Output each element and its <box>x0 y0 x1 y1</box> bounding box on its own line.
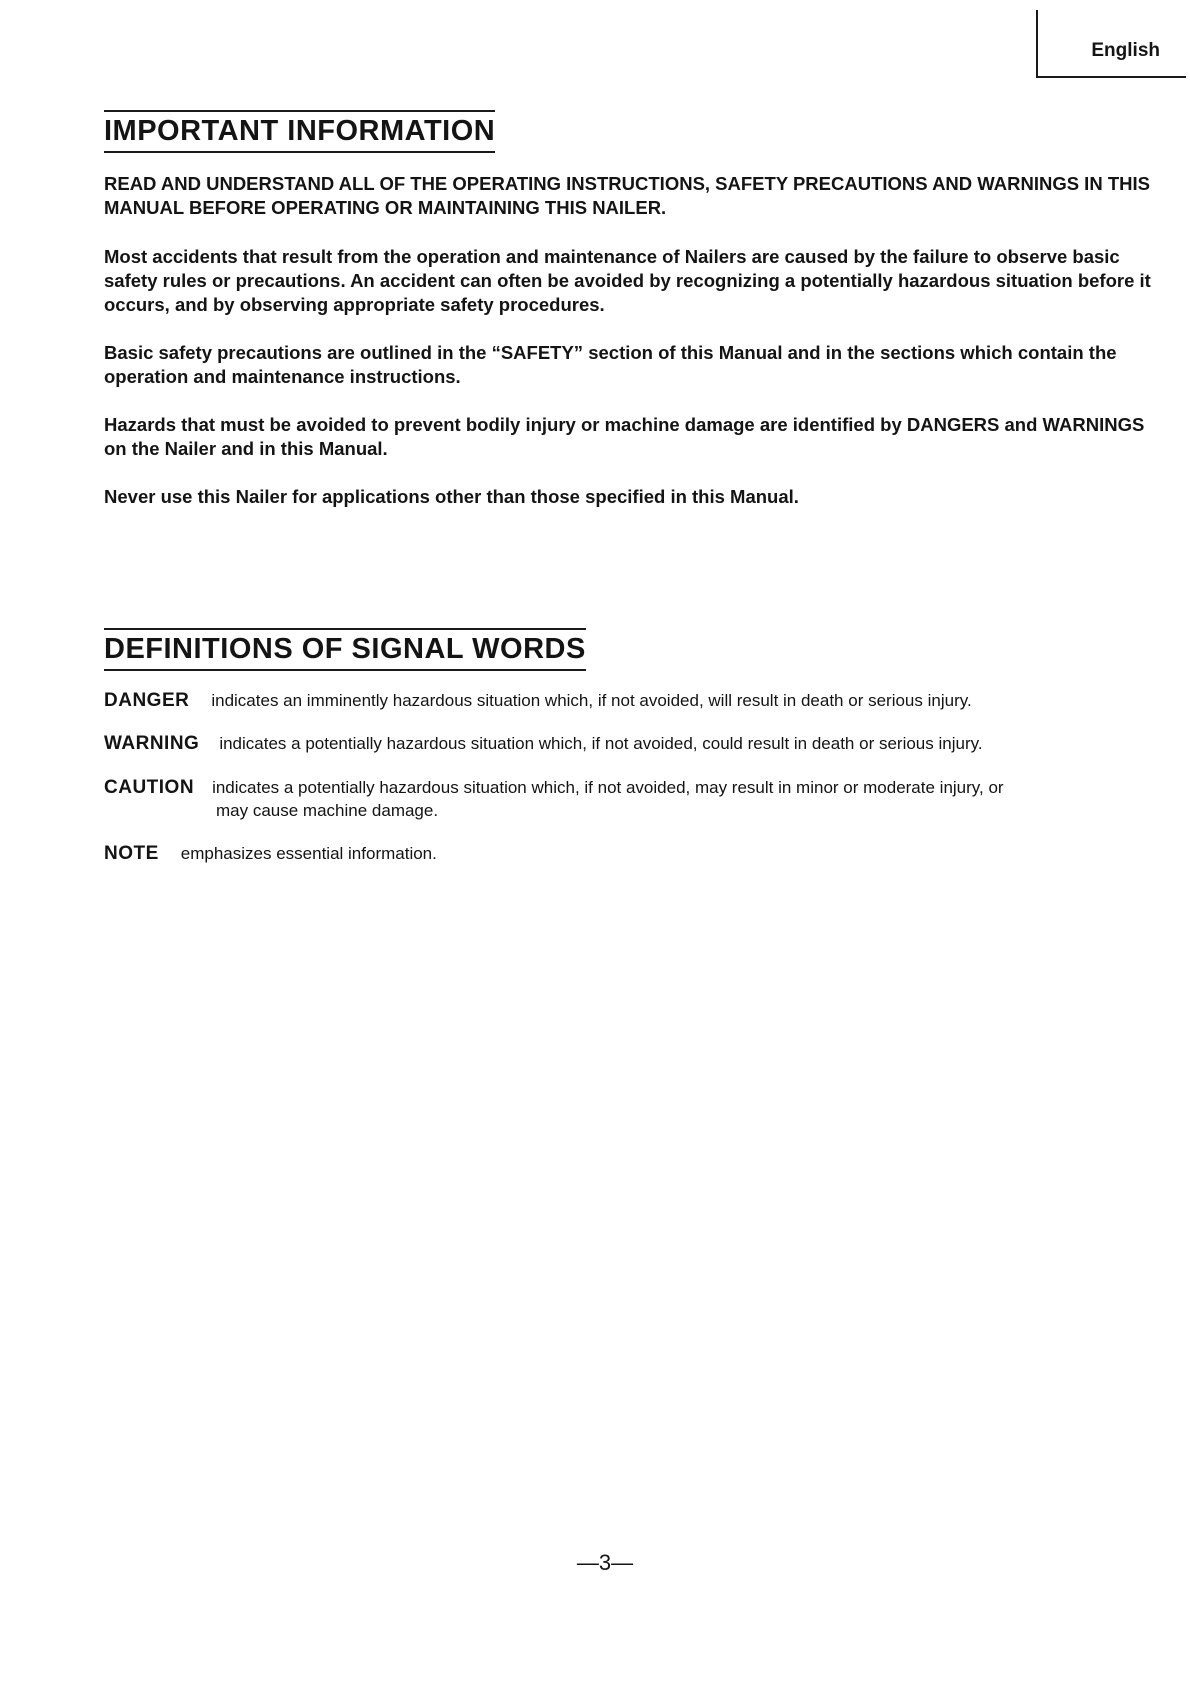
paragraph-hazards: Hazards that must be avoided to prevent bodily injury or machine damage are identified by DANGERS and WARNINGS on the Nailer and in this Manual. <box>104 414 1145 459</box>
language-tab <box>1036 10 1186 78</box>
definition-danger <box>104 689 1134 712</box>
definition-note-text: emphasizes essential information. <box>180 844 437 863</box>
paragraph-accidents: Most accidents that result from the operation and maintenance of Nailers are caused by the failure to observe basic safety rules or precautions. An accident can often be avoided by recognizing a potentially hazardous situation before it occurs, and by observing appropriate safety procedures. <box>104 246 1151 315</box>
definition-danger-text: indicates an imminently hazardous situation which, if not avoided, will result in death or serious injury. <box>211 691 972 710</box>
paragraph-never-use: Never use this Nailer for applications other than those specified in this Manual. <box>104 486 799 507</box>
definition-note <box>104 842 1134 865</box>
paragraph-read-instructions: READ AND UNDERSTAND ALL OF THE OPERATING INSTRUCTIONS, SAFETY PRECAUTIONS AND WARNINGS IN THIS MANUAL BEFORE OPERATING OR MAINTAINING THIS NAILER. <box>104 173 1150 218</box>
signal-word-danger: DANGER <box>104 690 190 711</box>
definition-caution-text: indicates a potentially hazardous situation which, if not avoided, may result in minor or moderate injury, or <box>212 778 1004 797</box>
signal-word-warning: WARNING <box>104 733 200 754</box>
signal-word-note: NOTE <box>104 843 159 864</box>
page-number: —3— <box>576 1550 634 1575</box>
signal-word-caution: CAUTION <box>104 777 195 798</box>
definition-caution <box>104 776 1134 822</box>
paragraph-basic-precautions: Basic safety precautions are outlined in the “SAFETY” section of this Manual and in the sections which contain the operation and maintenance instructions. <box>104 342 1117 387</box>
language-label: English <box>1091 40 1160 61</box>
definition-caution-text-continued: may cause machine damage. <box>216 801 439 820</box>
definition-warning <box>104 732 1134 755</box>
important-information-title: IMPORTANT INFORMATION <box>104 110 495 153</box>
definition-warning-text: indicates a potentially hazardous situation which, if not avoided, could result in death or serious injury. <box>219 734 983 753</box>
signal-words-title: DEFINITIONS OF SIGNAL WORDS <box>104 628 586 671</box>
